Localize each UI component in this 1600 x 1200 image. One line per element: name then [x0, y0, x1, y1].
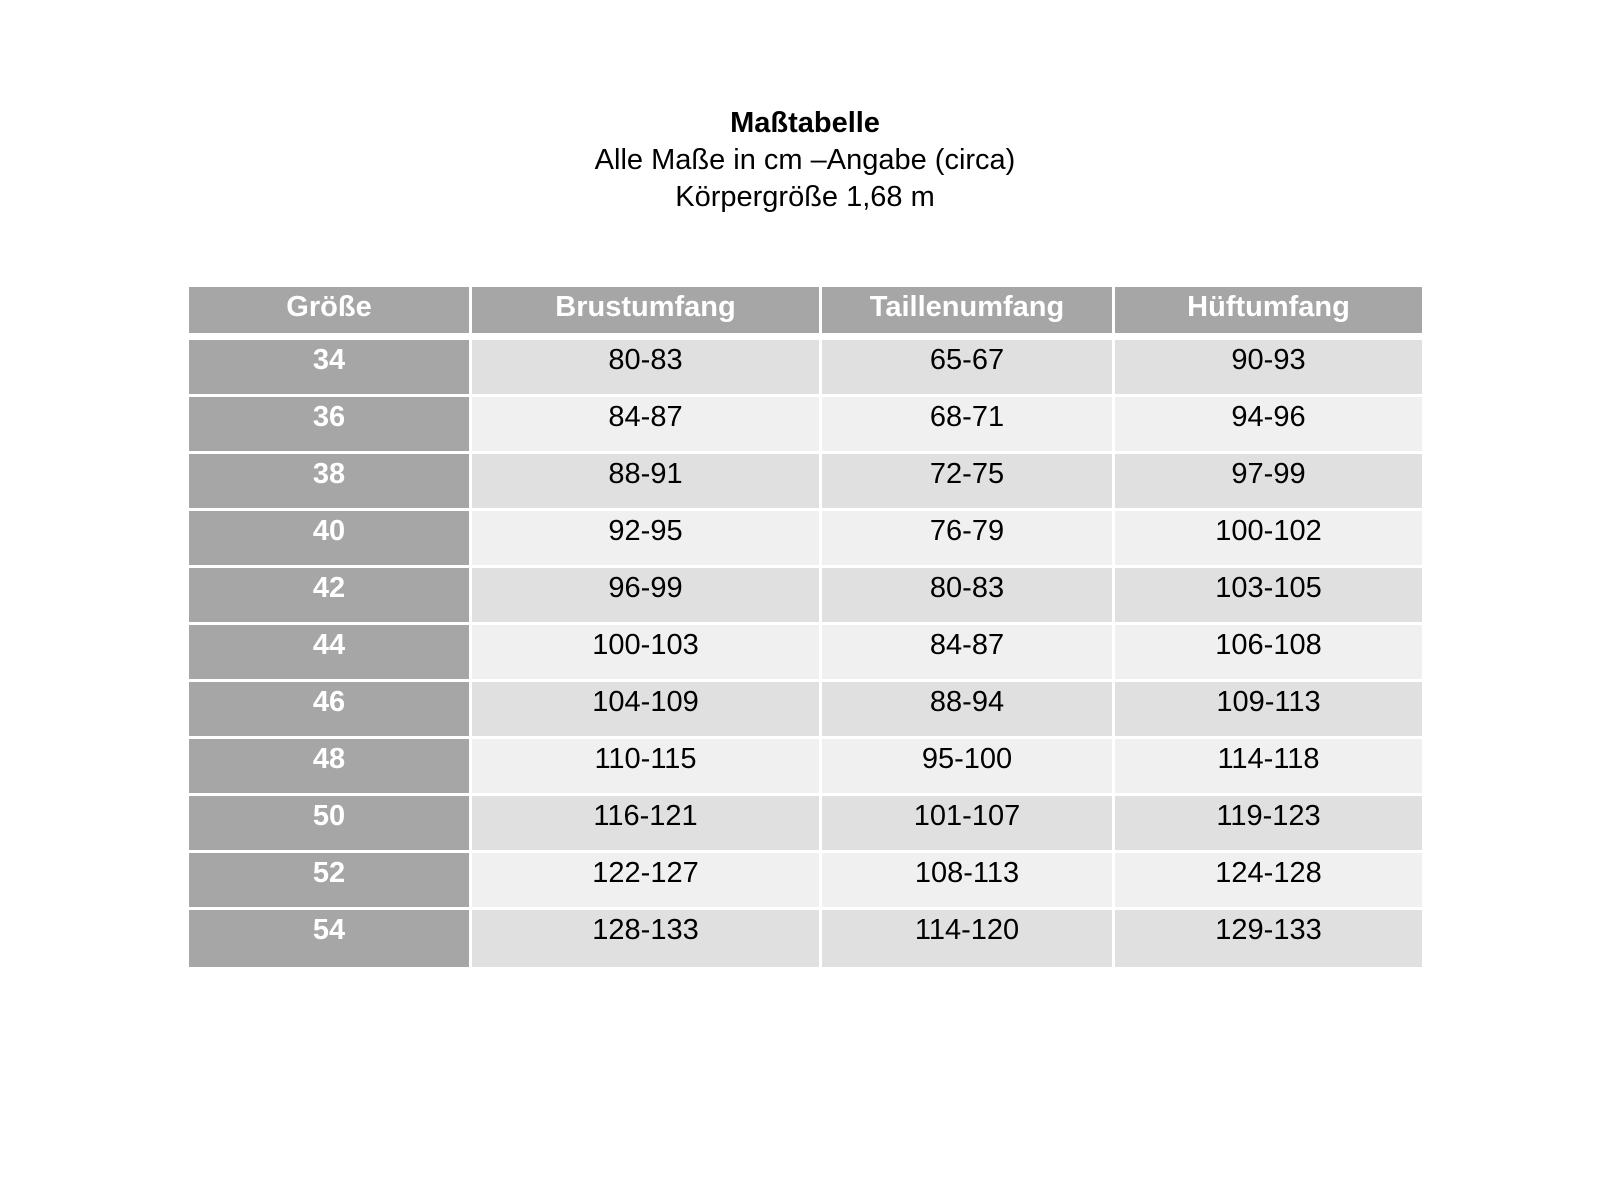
- size-cell: 52: [189, 853, 472, 910]
- column-header-waist: Taillenumfang: [822, 287, 1115, 340]
- hip-cell: 124-128: [1115, 853, 1422, 910]
- table-row: [189, 853, 1422, 910]
- table-row: [189, 625, 1422, 682]
- size-cell: 44: [189, 625, 472, 682]
- waist-cell: 95-100: [822, 739, 1115, 796]
- size-cell: 34: [189, 340, 472, 397]
- subtitle-body-height: Körpergröße 1,68 m: [675, 181, 935, 213]
- hip-cell: 94-96: [1115, 397, 1422, 454]
- column-header-hip: Hüftumfang: [1115, 287, 1422, 340]
- chest-cell: 104-109: [472, 682, 822, 739]
- chest-cell: 88-91: [472, 454, 822, 511]
- waist-cell: 68-71: [822, 397, 1115, 454]
- page-title: Maßtabelle: [730, 107, 880, 139]
- column-header-chest: Brustumfang: [472, 287, 822, 340]
- size-cell: 38: [189, 454, 472, 511]
- hip-cell: 109-113: [1115, 682, 1422, 739]
- chest-cell: 84-87: [472, 397, 822, 454]
- chest-cell: 80-83: [472, 340, 822, 397]
- column-header-size: Größe: [189, 287, 472, 340]
- table-row: [189, 568, 1422, 625]
- waist-cell: 88-94: [822, 682, 1115, 739]
- waist-cell: 65-67: [822, 340, 1115, 397]
- table-header-row: [189, 287, 1422, 340]
- table-row: [189, 739, 1422, 796]
- table-row: [189, 340, 1422, 397]
- subtitle-units: Alle Maße in cm –Angabe (circa): [594, 144, 1016, 176]
- hip-cell: 103-105: [1115, 568, 1422, 625]
- table-row: [189, 682, 1422, 739]
- waist-cell: 108-113: [822, 853, 1115, 910]
- chest-cell: 116-121: [472, 796, 822, 853]
- table-row: [189, 796, 1422, 853]
- chest-cell: 110-115: [472, 739, 822, 796]
- chest-cell: 96-99: [472, 568, 822, 625]
- waist-cell: 80-83: [822, 568, 1115, 625]
- chest-cell: 128-133: [472, 910, 822, 967]
- hip-cell: 97-99: [1115, 454, 1422, 511]
- chest-cell: 92-95: [472, 511, 822, 568]
- waist-cell: 76-79: [822, 511, 1115, 568]
- size-cell: 54: [189, 910, 472, 967]
- hip-cell: 90-93: [1115, 340, 1422, 397]
- size-chart-table: [189, 287, 1422, 967]
- chest-cell: 100-103: [472, 625, 822, 682]
- table-row: [189, 454, 1422, 511]
- size-cell: 48: [189, 739, 472, 796]
- table-row: [189, 397, 1422, 454]
- hip-cell: 100-102: [1115, 511, 1422, 568]
- size-cell: 36: [189, 397, 472, 454]
- waist-cell: 72-75: [822, 454, 1115, 511]
- hip-cell: 119-123: [1115, 796, 1422, 853]
- waist-cell: 101-107: [822, 796, 1115, 853]
- size-cell: 50: [189, 796, 472, 853]
- size-cell: 42: [189, 568, 472, 625]
- hip-cell: 114-118: [1115, 739, 1422, 796]
- table-row: [189, 511, 1422, 568]
- size-cell: 46: [189, 682, 472, 739]
- title-block: [0, 104, 1600, 216]
- waist-cell: 114-120: [822, 910, 1115, 967]
- size-cell: 40: [189, 511, 472, 568]
- chest-cell: 122-127: [472, 853, 822, 910]
- hip-cell: 106-108: [1115, 625, 1422, 682]
- hip-cell: 129-133: [1115, 910, 1422, 967]
- waist-cell: 84-87: [822, 625, 1115, 682]
- table-row: [189, 910, 1422, 967]
